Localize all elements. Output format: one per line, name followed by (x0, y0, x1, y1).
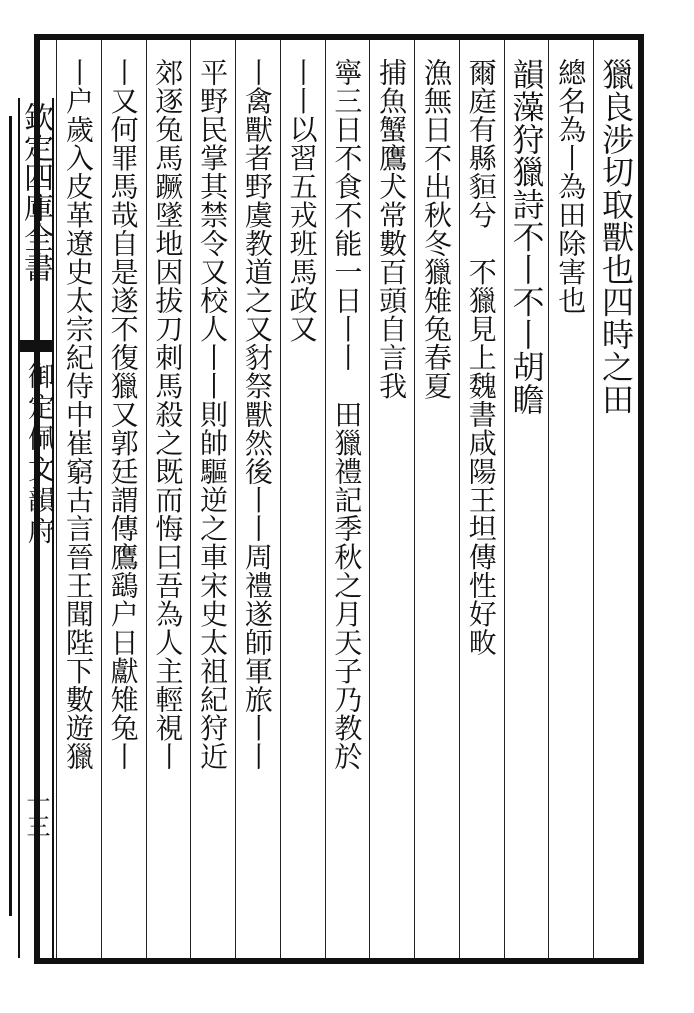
text-column: 丨禽獸者野虞教道之又豺祭獸然後丨丨周禮遂師軍旅丨丨 (235, 40, 280, 958)
text-column: 爾庭有縣貆兮 不獵見上魏書咸陽王坦傳性好畋 (459, 40, 504, 958)
text-column: 郊逐兔馬蹶墜地因拔刀刺馬殺之既而悔曰吾為人主輕視丨 (146, 40, 191, 958)
text-column: 總名為丨為田除害也 (548, 40, 593, 958)
text-column: 漁無日不出秋冬獵雉兔春夏 (414, 40, 459, 958)
page-edge (0, 116, 12, 916)
spine-title: 欽定四庫全書 (18, 98, 54, 958)
text-column: 平野民掌其禁令又校人丨丨則帥驅逆之車宋史太祖紀狩近 (190, 40, 235, 958)
text-column: 韻藻狩獵詩不丨不丨胡瞻 (504, 40, 549, 958)
text-column: 丨丨以習五戎班馬政又 (280, 40, 325, 958)
text-column: 丨又何罪馬哉自是遂不復獵又郭廷謂傳鷹鷂户日獻雉兔丨 (101, 40, 146, 958)
page-number: 十三 (22, 790, 50, 838)
text-column: 獵良涉切取獸也四時之田 (593, 40, 638, 958)
text-column: 寧三日不食不能一日丨丨 田獵禮記季秋之月天子乃教於 (325, 40, 370, 958)
text-column: 捕魚蟹鷹犬常數百頭自言我 (369, 40, 414, 958)
volume-title: 御定佩文韻府 (23, 362, 54, 548)
text-columns (56, 40, 638, 958)
text-column: 丨户歲入皮革遼史太宗紀侍中崔窮古言晉王聞陛下數遊獵 (56, 40, 101, 958)
spine-divider (18, 340, 54, 352)
